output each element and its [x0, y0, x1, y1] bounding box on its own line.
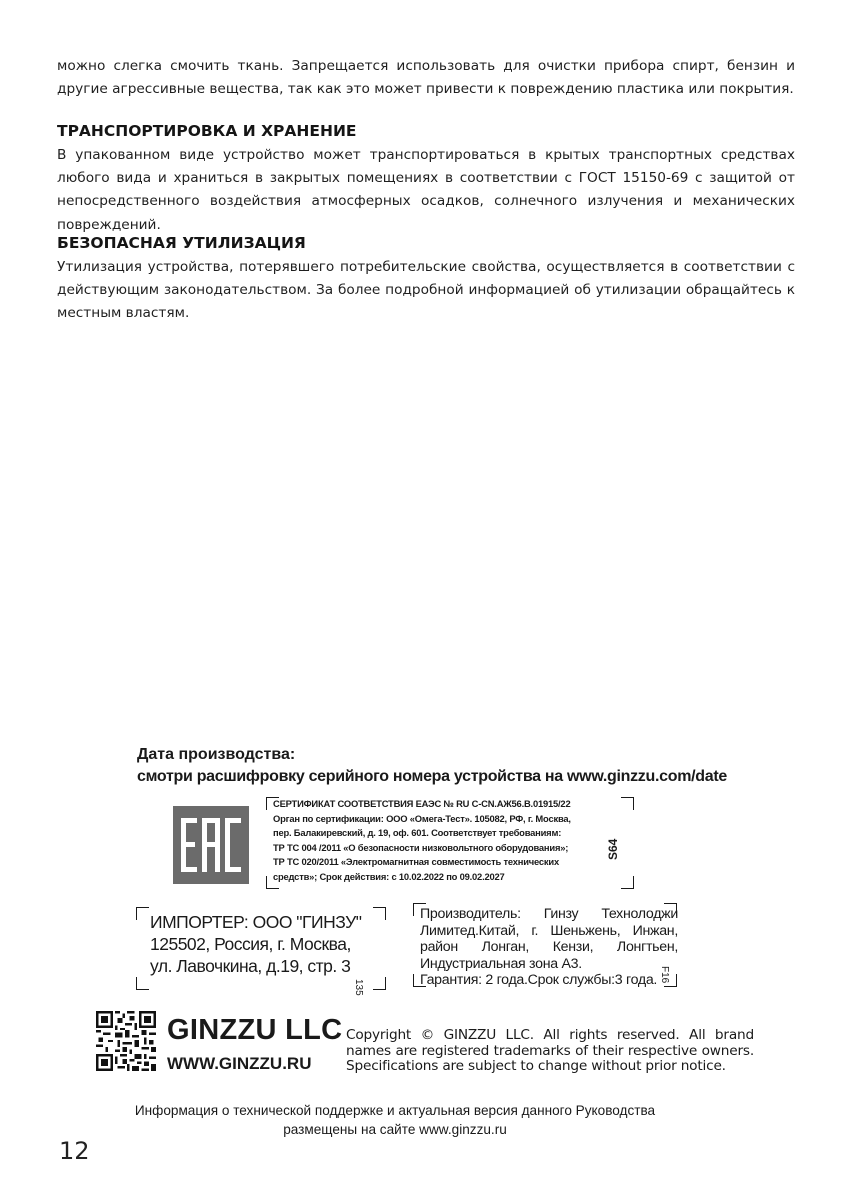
support-line: размещены на сайте www.ginzzu.ru	[283, 1122, 507, 1137]
importer-line: ИМПОРТЕР: ООО "ГИНЗУ"	[150, 912, 362, 932]
brand-url-link[interactable]: WWW.GINZZU.RU	[167, 1054, 312, 1073]
support-line: Информация о технической поддержке и актуальная версия данного Руководства	[134, 1103, 656, 1118]
qr-code-icon[interactable]	[96, 1011, 156, 1071]
certificate-line: Орган по сертификации: ООО «Омега-Тест». 105082, РФ, г. Москва,	[273, 812, 571, 824]
production-date-title: Дата производства:	[137, 746, 296, 763]
manufacturer-line: Производитель: Гинзу Технолоджи	[420, 906, 678, 922]
certificate-line: ТР ТС 004 /2011 «О безопасности низковольтного оборудования»;	[273, 841, 569, 853]
page-number: 12	[59, 1137, 90, 1165]
importer-bracket-bl	[136, 977, 149, 990]
manufacturer-line: Гарантия: 2 года.Срок службы:3 года.	[420, 972, 658, 988]
copyright-line: names are registered trademarks of their respective owners.	[346, 1042, 754, 1059]
production-date-note: смотри расшифровку серийного номера устройства на www.ginzzu.com/date	[137, 768, 727, 785]
certificate-text	[273, 797, 623, 885]
importer-line: ул. Лавочкина, д.19, стр. 3	[150, 956, 351, 976]
certificate-code: S64	[606, 838, 620, 860]
importer-line: 125502, Россия, г. Москва,	[150, 934, 351, 954]
manufacturer-line: Индустриальная зона А3.	[420, 955, 582, 972]
copyright-notice	[346, 1028, 754, 1075]
transport-heading: ТРАНСПОРТИРОВКА И ХРАНЕНИЕ	[57, 122, 357, 140]
manufacturer-line: район Лонган, Кензи, Лонгтьен,	[420, 939, 678, 955]
importer-bracket-tr	[373, 907, 386, 920]
certificate-line: средств»; Срок действия: с 10.02.2022 по 09.02.2027	[273, 870, 505, 882]
importer-bracket-tl	[136, 907, 149, 920]
disposal-paragraph: Утилизация устройства, потерявшего потребительские свойства, осуществляется в соответствии с действующим законодательством. За более подробной информацией об утилизации обращайтесь к местным властям.	[57, 259, 795, 322]
importer-code: 135	[353, 979, 364, 996]
disposal-heading: БЕЗОПАСНАЯ УТИЛИЗАЦИЯ	[57, 234, 306, 252]
eac-logo	[173, 806, 249, 884]
importer-text	[150, 911, 361, 977]
manufacturer-code: F16	[659, 966, 670, 984]
transport-paragraph: В упакованном виде устройство может транспортироваться в крытых транспортных средствах любого вида и храниться в закрытых помещениях в соответствии с ГОСТ 15150-69 с защитой от непосредственного воздействия атмосферных осадков, солнечного излучения и механических повреждений.	[57, 147, 795, 233]
certificate-line: СЕРТИФИКАТ СООТВЕТСТВИЯ ЕАЭС № RU C-CN.АЖ56.В.01915/22	[273, 798, 571, 809]
manufacturer-line: Лимитед.Китай, г. Шеньжень, Инжан,	[420, 922, 678, 939]
brand-name: GINZZU LLC	[167, 1014, 343, 1046]
support-info	[0, 1101, 790, 1139]
certificate-line: пер. Балакиревский, д. 19, оф. 601. Соответствует требованиям:	[273, 827, 562, 839]
manufacturer-text	[420, 906, 678, 989]
copyright-line: Copyright © GINZZU LLC. All rights reserved. All brand	[346, 1027, 754, 1043]
importer-bracket-br	[373, 977, 386, 990]
certificate-line: ТР ТС 020/2011 «Электромагнитная совместимость технических	[273, 856, 559, 868]
copyright-line: Specifications are subject to change without prior notice.	[346, 1058, 726, 1074]
cleaning-paragraph: можно слегка смочить ткань. Запрещается использовать для очистки прибора спирт, бензин и другие агрессивные вещества, так как это может привести к повреждению пластика или покрытия.	[57, 58, 795, 98]
